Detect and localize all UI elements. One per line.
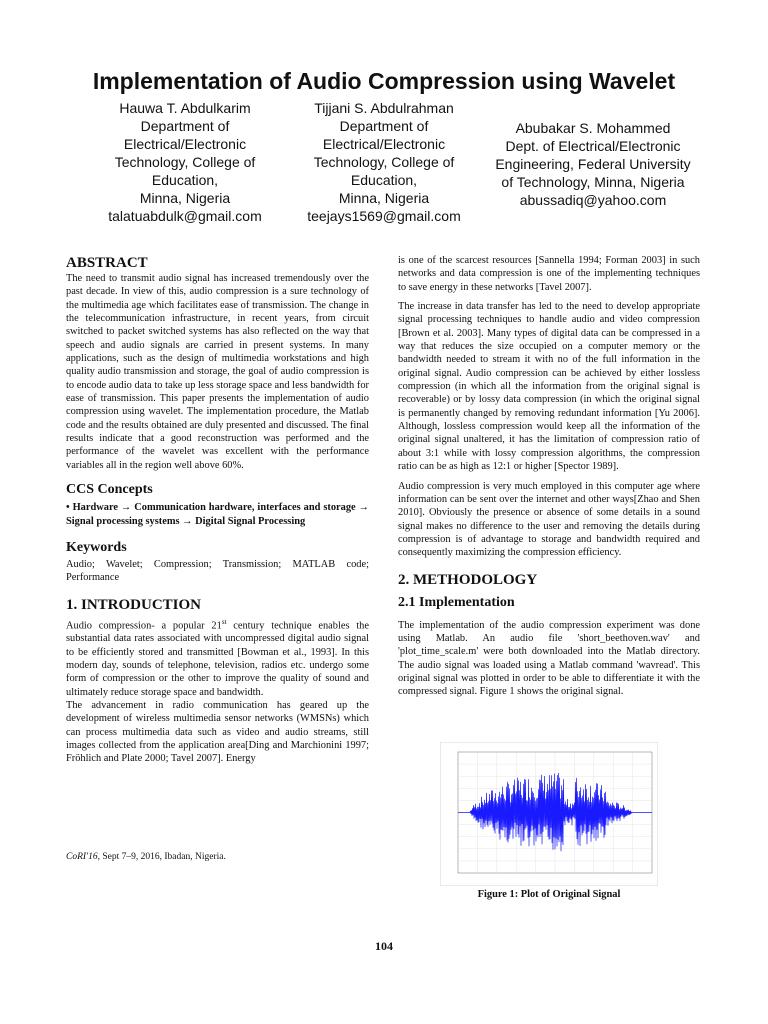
- author-affiliation: Electrical/Electronic: [322, 136, 446, 152]
- figure-original-signal: [440, 742, 658, 886]
- author-location: Minna, Nigeria: [139, 190, 231, 206]
- author-affiliation: Dept. of Electrical/Electronic: [505, 138, 681, 154]
- ccs-text: • Hardware → Communication hardware, interfaces and storage → Signal processing systems → Digital Signal Processing: [66, 502, 369, 527]
- keywords-text: Audio; Wavelet; Compression; Transmission; MATLAB code; Performance: [66, 558, 369, 584]
- author-block: [76, 99, 294, 225]
- author-affiliation: Department of: [140, 118, 230, 134]
- abstract-heading: ABSTRACT: [66, 255, 148, 271]
- author-affiliation: Technology, College of: [114, 154, 256, 170]
- author-affiliation: Technology, College of: [313, 154, 455, 170]
- author-email: abussadiq@yahoo.com: [519, 192, 667, 208]
- conference-details: , Sept 7–9, 2016, Ibadan, Nigeria.: [97, 852, 226, 862]
- ccs-heading: CCS Concepts: [66, 482, 153, 498]
- implementation-subheading: 2.1 Implementation: [398, 594, 515, 610]
- left-column: [66, 254, 369, 766]
- author-affiliation: Electrical/Electronic: [123, 136, 247, 152]
- conference-footnote: [66, 852, 226, 862]
- intro-text: century technique enables the substantial data rates associated with uncompressed digital audio signal to be efficiently stored and transmitted [Bowman et al., 1993]. In this modern day, sounds of telephone, television, radios etc. undergo some form of compression or the other to improve the quality of sound and ultimately reduce storage space and bandwidth.: [66, 620, 369, 698]
- author-location: Minna, Nigeria: [338, 190, 430, 206]
- author-email: teejays1569@gmail.com: [307, 208, 461, 224]
- author-email: talatuabdulk@gmail.com: [108, 208, 262, 224]
- methodology-heading: 2. METHODOLOGY: [398, 571, 538, 588]
- superscript: st: [221, 617, 227, 626]
- introduction-paragraph: The advancement in radio communication has geared up the development of wireless multimedia sensor networks (WMSNs) which can process multimedia data such as video and audio streams, still images collected from the application area[Ding and Marchionini 1997; Fröhlich and Plate 2000; Tavel 2007]. Energy: [66, 700, 369, 765]
- methodology-text: The implementation of the audio compression experiment was done using Matlab. An audio file 'short_beethoven.wav' and 'plot_time_scale.m' were both downloaded into the Matlab directory. The audio signal was loaded using a Matlab command 'wavread'. This original signal was plotted in order to be able to differentiate it with the compressed signal. Figure 1 shows the original signal.: [398, 619, 700, 698]
- author-affiliation: Education,: [151, 172, 219, 188]
- author-affiliation: of Technology, Minna, Nigeria: [501, 174, 685, 190]
- introduction-paragraph: is one of the scarcest resources [Sannella 1994; Forman 2003] in such networks and data compression is one of the implementing techniques to save energy in these networks [Tavel 2007].: [398, 255, 700, 293]
- author-name: Hauwa T. Abdulkarim: [119, 100, 251, 116]
- intro-text: Audio compression- a popular 21: [66, 620, 222, 631]
- author-block: [478, 119, 708, 209]
- keywords-heading: Keywords: [66, 539, 127, 555]
- author-name: Tijjani S. Abdulrahman: [314, 100, 454, 116]
- author-block: [275, 99, 493, 225]
- introduction-heading: 1. INTRODUCTION: [66, 596, 202, 613]
- abstract-text: The need to transmit audio signal has increased tremendously over the past decade. In view of this, audio compression is a sure technology of the multimedia age which facilitates ease of transmission. The change in the telecommunication infrastructure, in recent years, from circuit switched to packet switched systems has also reflected on the way that speech and audio signals are carried in present systems. In many applications, such as the design of multimedia workstations and high quality audio transmission and storage, the goal of audio compression is to encode audio data to take up less storage space and less bandwidth for ease of transmission. This paper presents the implementation of audio compression using wavelet. The implementation procedure, the Matlab code and the results obtained are duly presented and discussed. The final results indicate that a good reconstruction was performed and the performance of the wavelet was excellent with the performance variables all in the region well above 60%.: [66, 273, 369, 471]
- signal-plot: [440, 742, 658, 886]
- author-affiliation: Education,: [350, 172, 418, 188]
- conference-name: CoRI'16: [66, 852, 98, 862]
- introduction-paragraph: [66, 616, 369, 700]
- author-name: Abubakar S. Mohammed: [515, 120, 671, 136]
- introduction-paragraph: The increase in data transfer has led to the need to develop appropriate signal processing techniques to handle audio and video compression [Brown et al. 2003]. Many types of digital data can be compressed in a way that reduces the size occupied on a computer memory or the bandwidth needed to stream it with no of the full information in the original signal. Audio compression can be achieved by either lossless compression (in which all the information from the original signal is recoverable) or by lossy data compression (in which the original signal is permanently changed by removing redundant information [Yu 2006]. Although, lossless compression would keep all the information of the original signal unaltered, it has the limitation of compression ratio of about 3:1 while with lossy compression algorithms, the compression ratio can be as high as 12:1 or higher [Spector 1989].: [398, 301, 700, 473]
- author-affiliation: Department of: [339, 118, 429, 134]
- right-column: [398, 254, 700, 699]
- introduction-paragraph: Audio compression is very much employed in this computer age where information can be sent over the internet and other ways[Zhao and Shen 2010]. Obviously the presence or absence of some details in a sound signal makes no difference to the user and removing the details during compression is of advantage to storage and bandwidth required and consequently maximizing the compression efficiency.: [398, 480, 700, 559]
- author-affiliation: Engineering, Federal University: [495, 156, 691, 172]
- page-number: 104: [375, 939, 393, 953]
- figure-caption: Figure 1: Plot of Original Signal: [477, 889, 621, 900]
- paper-title: Implementation of Audio Compression using Wavelet: [92, 68, 676, 94]
